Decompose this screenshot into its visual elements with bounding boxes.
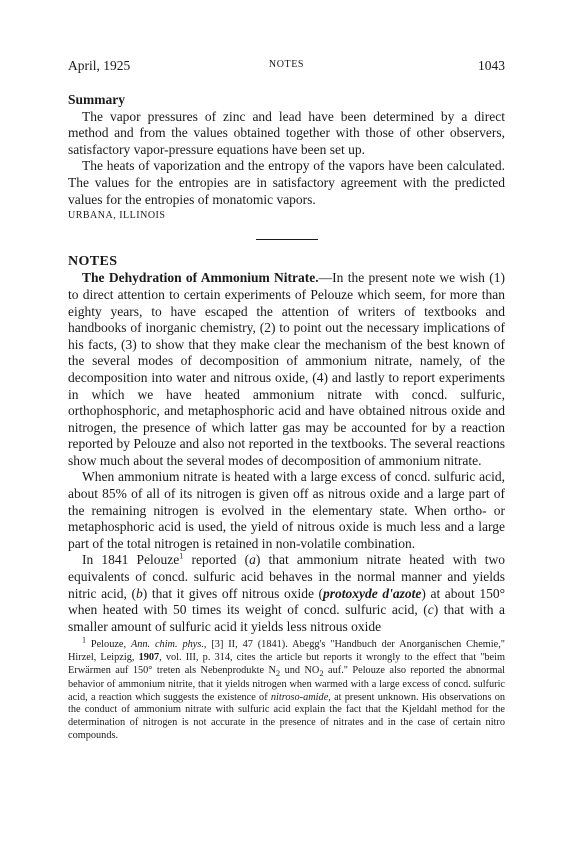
- notes-heading: NOTES: [68, 253, 118, 269]
- footnote-number: 1: [82, 635, 86, 645]
- footnote-text: $^1$ Pelouze, Ann. chim. phys., [3] II, 47 (1841). Abegg's "Handbuch der Anorganischen Chemie," Hirzel, Leipzig, 1907, vol. III, p. 314, cites the article but reports it wrongly to the effect that "beim Erwärmen auf 150° treten als Nebenprodukte $N_2$ und $NO_2$ auf." Pelouze also reported the abnormal behavior of ammonium nitrite, that it yields nitrogen when warmed with a large excess of concd. sulfuric acid, a reaction which suggests the existence of nitroso-amide, at present unknown. His observations on the conduct of ammonium nitrate with sulfuric acid explain the fact that the Kjeldahl method for the determination of nitrogen is not accurate in the presence of nitrates and in the case of certain nitro compounds.: [68, 635, 506, 741]
- page-number: 1043: [478, 58, 505, 73]
- note-paragraph: The Dehydration of Ammonium Nitrate.—In the present note we wish (1) to direct attention to certain experiments of Pelouze which seem, for more than eighty years, to have escaped the attention of writers of textbooks and handbooks of inorganic chemistry, (2) to point out the necessary implications of his facts, (3) to show that they make clear the mechanism of the best known of the several modes of decomposition of ammonium nitrate, namely, of the decomposition into water and nitrous oxide, (4) and lastly to report experiments in which we have heated ammonium nitrate with concd. sulfuric, orthophosphoric, and metaphosphoric acid and have obtained nitrous oxide and nitrogen, the presence of which latter gas may be accounted for by a reaction reported by Pelouze and also not reported in the textbooks. The several reactions show much about the several modes of decomposition of ammonium nitrate.: [68, 270, 505, 468]
- note-paragraph: In 1841 Pelouze$^1$ reported (a) that ammonium nitrate heated with two equivalents of concd. sulfuric acid behaves in the normal manner and yields nitric acid, (b) that it gives off nitrous oxide (protoxyde d'azote) at about 150° when heated with 50 times its weight of concd. sulfuric acid, (c) that with a smaller amount of sulfuric acid it yields less nitrous oxide: [68, 551, 506, 634]
- header-section: NOTES: [268, 59, 305, 70]
- header-date: April, 1925: [68, 58, 131, 73]
- footnote: [68, 635, 506, 742]
- footnote-ref[interactable]: 1: [179, 551, 184, 561]
- page-body: [68, 92, 505, 742]
- affiliation: URBANA, ILLINOIS: [68, 210, 166, 222]
- summary-heading: Summary: [68, 92, 125, 107]
- note-title: The Dehydration of Ammonium Nitrate.: [82, 270, 319, 286]
- section-divider: [256, 239, 318, 240]
- running-header: [68, 58, 505, 78]
- note-paragraph: When ammonium nitrate is heated with a large excess of concd. sulfuric acid, about 85% of all of its nitrogen is given off as nitrous oxide and a large part of the remaining nitrogen is evolved in the elementary state. When ortho- or metaphosphoric acid is used, the yield of nitrous oxide is much less and a large part of the total nitrogen is retained in non-volatile combination.: [68, 469, 505, 551]
- summary-paragraph: The vapor pressures of zinc and lead have been determined by a direct method and from the values obtained together with those of other observers, satisfactory vapor-pressure equations have been set up.: [68, 108, 505, 157]
- summary-paragraph: The heats of vaporization and the entropy of the vapors have been calculated. The values for the entropies are in satisfactory agreement with the predicted values for the entropies of monatomic vapors.: [68, 158, 505, 207]
